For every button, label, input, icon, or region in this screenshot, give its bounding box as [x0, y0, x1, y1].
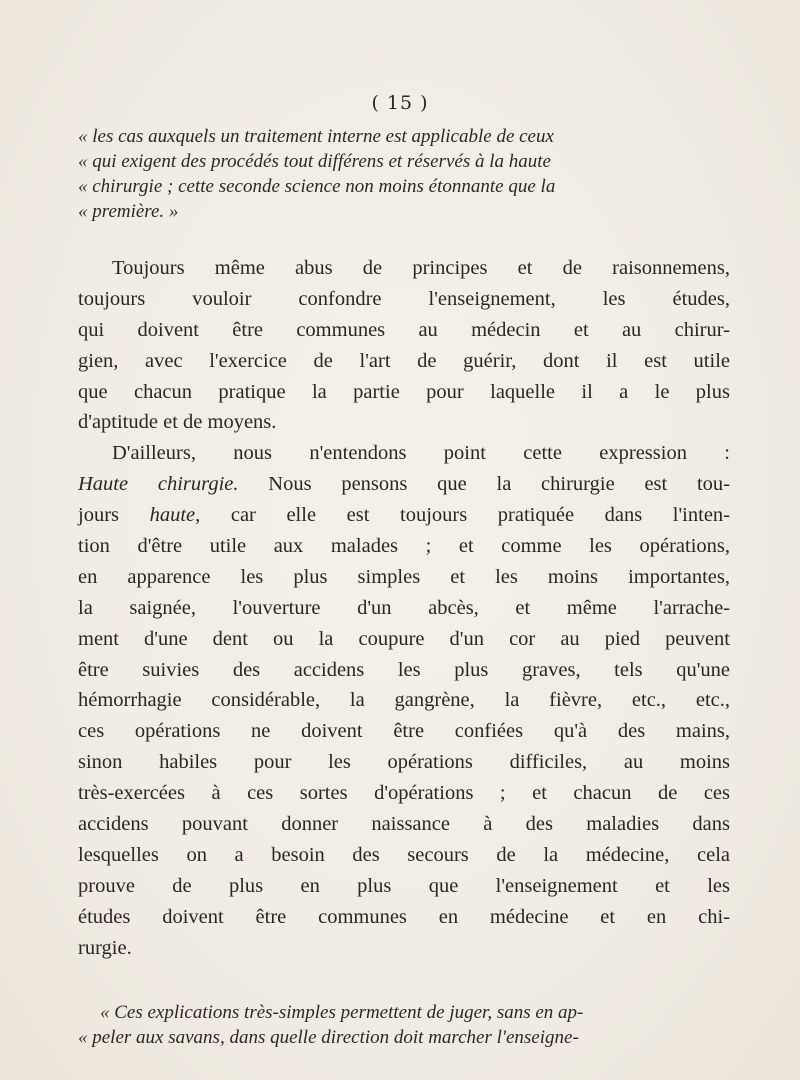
- body-text: [78, 253, 730, 963]
- body-line: gien, avec l'exercice de l'art de guérir, dont il est utile: [78, 349, 730, 372]
- body-line-rest: Nous pensons que la chirurgie est tou-: [238, 473, 730, 496]
- body-line: [78, 500, 730, 531]
- body-line: qui doivent être communes au médecin et au chirur-: [78, 318, 730, 341]
- italic-term: Haute chirurgie.: [78, 473, 239, 496]
- body-line: ces opérations ne doivent être confiées qu'à des mains,: [78, 720, 730, 743]
- body-line: lesquelles on a besoin des secours de la médecine, cela: [78, 843, 730, 866]
- body-line: rurgie.: [78, 936, 132, 959]
- body-line: en apparence les plus simples et les moins importantes,: [78, 565, 730, 588]
- body-line: sinon habiles pour les opérations difficiles, au moins: [78, 751, 730, 774]
- body-line-rest: , car elle est toujours pratiquée dans l'inten-: [195, 504, 730, 527]
- body-line: tion d'être utile aux malades ; et comme les opérations,: [78, 535, 730, 558]
- body-line: ment d'une dent ou la coupure d'un cor au pied peuvent: [78, 627, 730, 650]
- quote-line: « qui exigent des procédés tout différens et réservés à la haute: [78, 151, 551, 172]
- quote-line: « Ces explications très-simples permettent de juger, sans en ap-: [100, 1002, 584, 1023]
- quote-line: « chirurgie ; cette seconde science non moins étonnante que la: [78, 176, 556, 197]
- quote-line: « les cas auxquels un traitement interne est applicable de ceux: [78, 126, 554, 147]
- body-line: toujours vouloir confondre l'enseignement, les études,: [78, 287, 730, 310]
- body-line: être suivies des accidens les plus graves, tels qu'une: [78, 658, 730, 681]
- body-line: hémorrhagie considérable, la gangrène, la fièvre, etc., etc.,: [78, 689, 730, 712]
- body-line: prouve de plus en plus que l'enseignement et les: [78, 874, 730, 897]
- body-line: d'aptitude et de moyens.: [78, 411, 277, 434]
- body-line-start: jours: [78, 504, 150, 527]
- italic-term: haute: [149, 504, 196, 527]
- body-line: [78, 469, 730, 500]
- quotation-top: [78, 124, 728, 224]
- body-line: la saignée, l'ouverture d'un abcès, et même l'arrache-: [78, 596, 730, 619]
- quote-line: « première. »: [78, 201, 179, 222]
- body-line: D'ailleurs, nous n'entendons point cette expression :: [112, 442, 730, 465]
- body-line: très-exercées à ces sortes d'opérations ; et chacun de ces: [78, 782, 730, 805]
- page-number: ( 15 ): [371, 92, 429, 114]
- body-line: que chacun pratique la partie pour laquelle il a le plus: [78, 380, 730, 403]
- body-line: accidens pouvant donner naissance à des maladies dans: [78, 813, 730, 836]
- body-line: études doivent être communes en médecine et en chi-: [78, 905, 730, 928]
- quote-line: « peler aux savans, dans quelle direction doit marcher l'enseigne-: [78, 1027, 579, 1048]
- body-line: Toujours même abus de principes et de raisonnemens,: [112, 257, 730, 279]
- quotation-bottom: [78, 1000, 728, 1050]
